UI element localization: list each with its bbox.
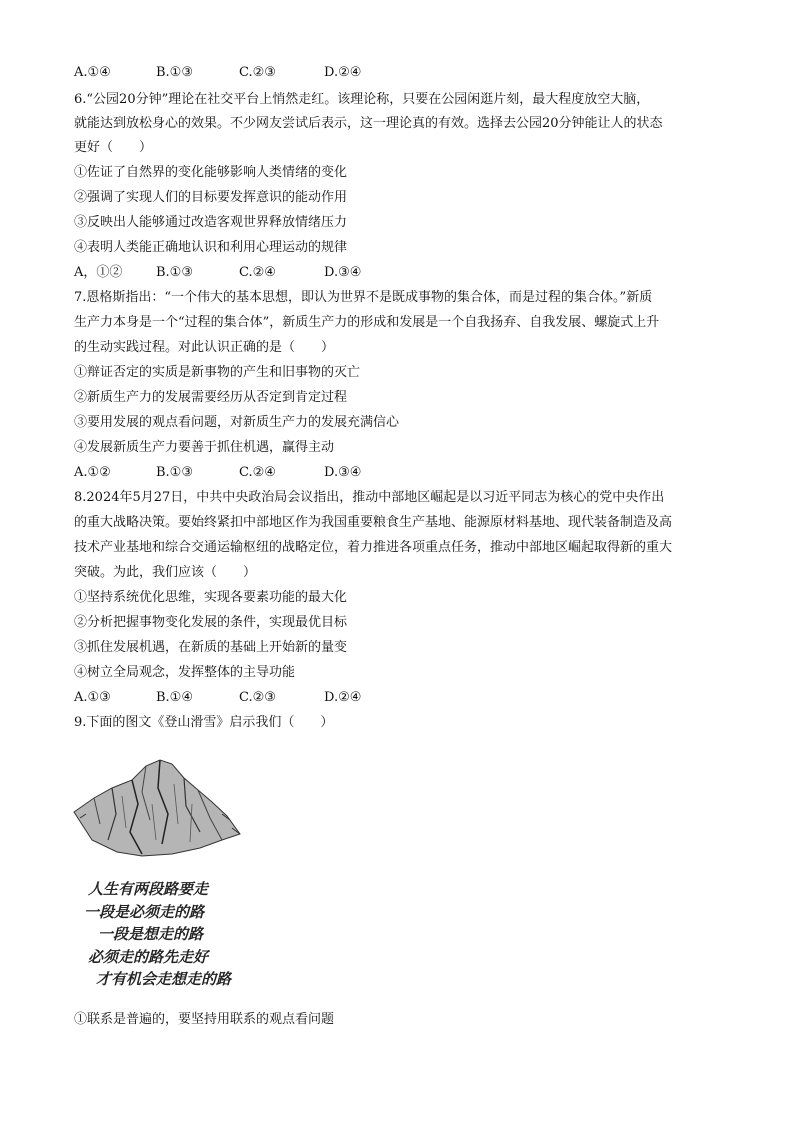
q8-statement-3: ③抓住发展机遇，在新质的基础上开始新的量变 xyxy=(74,640,348,655)
q7-option-a: A.①② xyxy=(74,465,111,480)
q8-option-d: D.②④ xyxy=(324,690,362,705)
q7-statement-1: ①辩证否定的实质是新事物的产生和旧事物的灭亡 xyxy=(74,365,361,380)
q8-option-a: A.①③ xyxy=(74,690,111,705)
mountain-icon xyxy=(72,744,247,874)
q6-option-b: B.①③ xyxy=(156,265,193,280)
q6-option-c: C.②④ xyxy=(239,265,276,280)
q6-option-a: A，①② xyxy=(74,265,123,280)
q6-statement-2: ②强调了实现人们的目标要发挥意识的能动作用 xyxy=(74,190,348,205)
q8-option-b: B.①④ xyxy=(156,690,193,705)
poem-line-4: 必须走的路先走好 xyxy=(88,947,209,966)
q5-option-d: D.②④ xyxy=(324,65,362,80)
q8-statement-4: ④树立全局观念，发挥整体的主导功能 xyxy=(74,665,296,680)
q8-stem-line-3: 技术产业基地和综合交通运输枢纽的战略定位，着力推进各项重点任务，推动中部地区崛起取得新的重大 xyxy=(74,540,673,555)
q7-option-c: C.②④ xyxy=(239,465,276,480)
q8-option-c: C.②③ xyxy=(239,690,276,705)
poem-line-2: 一段是必须走的路 xyxy=(84,902,205,921)
q6-statement-1: ①佐证了自然界的变化能够影响人类情绪的变化 xyxy=(74,165,348,180)
q6-statement-3: ③反映出人能够通过改造客观世界释放情绪压力 xyxy=(74,215,348,230)
q8-stem-line-4: 突破。为此，我们应该（ ） xyxy=(74,565,257,580)
q5-option-c: C.②③ xyxy=(239,65,276,80)
q7-statement-4: ④发展新质生产力要善于抓住机遇，赢得主动 xyxy=(74,440,335,455)
poem-line-5: 才有机会走想走的路 xyxy=(96,970,232,988)
q9-statement-1: ①联系是普遍的，要坚持用联系的观点看问题 xyxy=(74,1012,335,1027)
q7-statement-3: ③要用发展的观点看问题，对新质生产力的发展充满信心 xyxy=(74,415,400,430)
poem-line-1: 人生有两段路要走 xyxy=(88,880,209,898)
poem-text xyxy=(78,878,238,991)
q7-stem-line-1: 7.恩格斯指出：“一个伟大的基本思想，即认为世界不是既成事物的集合体，而是过程的集合体。”新质 xyxy=(74,290,653,305)
q5-option-b: B.①③ xyxy=(156,65,193,80)
q7-stem-line-3: 的生动实践过程。对此认识正确的是（ ） xyxy=(74,340,335,355)
q7-stem-line-2: 生产力本身是一个“过程的集合体”，新质生产力的形成和发展是一个自我扬弃、自我发展、螺旋式上升 xyxy=(74,315,660,330)
q7-option-b: B.①③ xyxy=(156,465,193,480)
q6-stem-line-2: 就能达到放松身心的效果。不少网友尝试后表示，这一理论真的有效。选择去公园20分钟能让人的状态 xyxy=(74,116,663,131)
q6-statement-4: ④表明人类能正确地认识和利用心理运动的规律 xyxy=(74,240,348,255)
q8-stem-line-2: 的重大战略决策。要始终紧扣中部地区作为我国重要粮食生产基地、能源原材料基地、现代装备制造及高 xyxy=(74,515,673,530)
q9-stem: 9.下面的图文《登山滑雪》启示我们（ ） xyxy=(74,715,334,730)
q8-statement-1: ①坚持系统优化思维，实现各要素功能的最大化 xyxy=(74,590,348,605)
q8-stem-line-1: 8.2024年5月27日，中共中央政治局会议指出，推动中部地区崛起是以习近平同志为核心的党中央作出 xyxy=(74,490,665,505)
q6-stem-line-3: 更好（ ） xyxy=(74,140,153,155)
poem-line-3: 一段是想走的路 xyxy=(98,925,204,943)
q6-stem-line-1: 6.“公园20分钟”理论在社交平台上悄然走红。该理论称，只要在公园闲逛片刻，最大程度放空大脑， xyxy=(74,92,650,107)
q7-statement-2: ②新质生产力的发展需要经历从否定到肯定过程 xyxy=(74,390,348,405)
q7-option-d: D.③④ xyxy=(324,465,362,480)
q5-option-a: A.①④ xyxy=(74,65,111,80)
q6-option-d: D.③④ xyxy=(324,265,362,280)
q8-statement-2: ②分析把握事物变化发展的条件，实现最优目标 xyxy=(74,615,348,630)
